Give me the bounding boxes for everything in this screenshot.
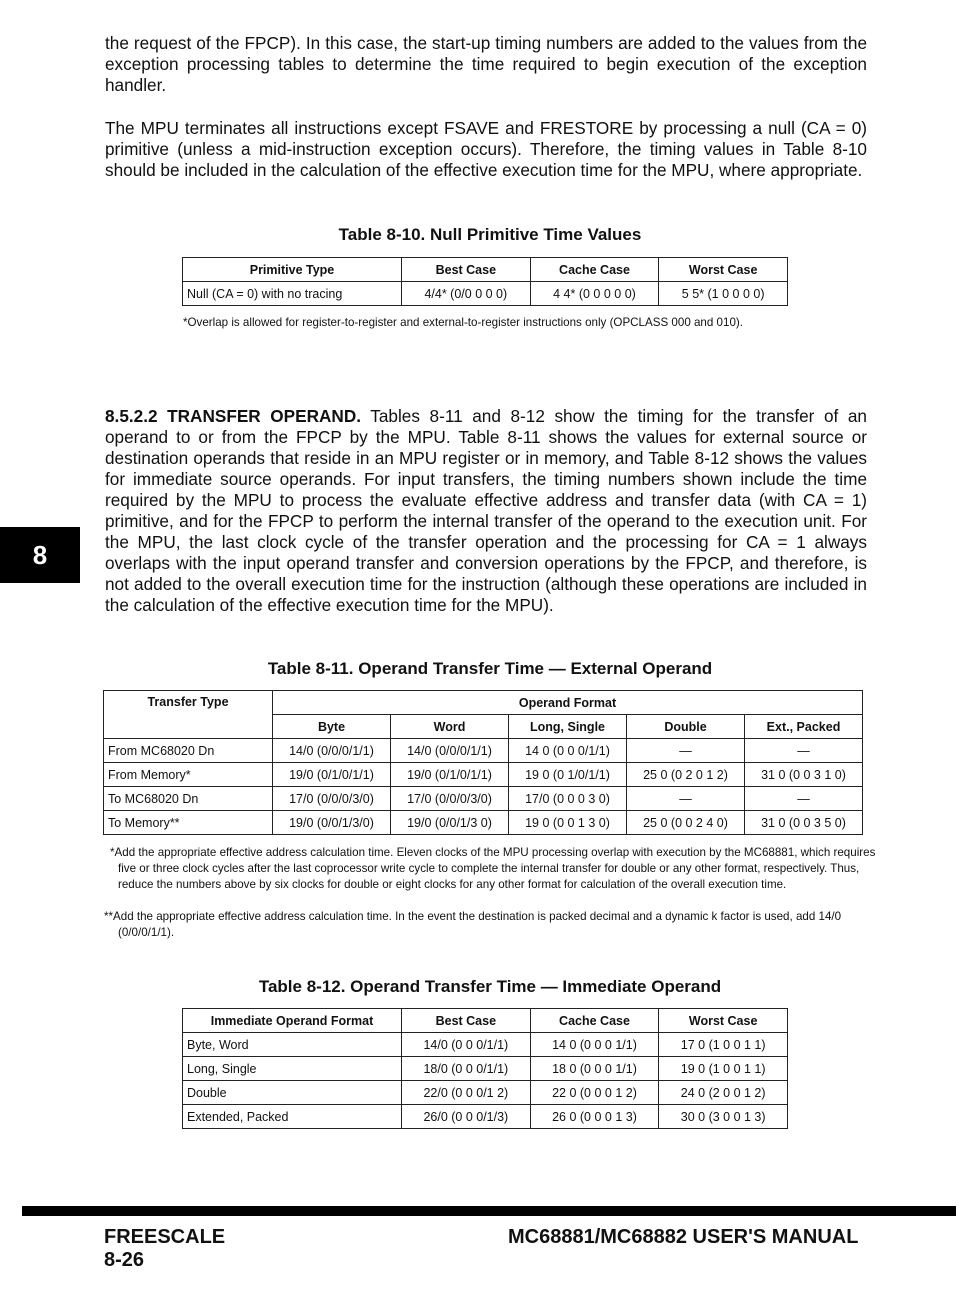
table-cell: 31 0 (0 0 3 1 0) — [745, 763, 863, 787]
table-cell: 4 4* (0 0 0 0 0) — [530, 282, 659, 306]
table-row — [104, 763, 863, 787]
table-cell: To MC68020 Dn — [104, 787, 273, 811]
table-header: Cache Case — [530, 258, 659, 282]
table-row — [183, 1033, 788, 1057]
table-8-11-footnote-1: *Add the appropriate effective address calculation time. Eleven clocks of the MPU processing overlap with execution by the MC68881, which requires five or three clock cycles after the last coprocessor write cycle to complete the internal transfer for double or any other format, respectively. Thus, reduce the numbers above by six clocks for double or eight clocks for any other format for calculation of the overall execution time. — [110, 846, 876, 891]
table-cell: — — [745, 787, 863, 811]
table-cell: 30 0 (3 0 0 1 3) — [659, 1105, 788, 1129]
table-8-11-footnote-2: **Add the appropriate effective address calculation time. In the event the destination is packed decimal and a dynamic k factor is used, add 14/0 (0/0/0/1/1). — [104, 910, 842, 939]
table-cell: Null (CA = 0) with no tracing — [183, 282, 402, 306]
table-header: Primitive Type — [183, 258, 402, 282]
table-cell: 4/4* (0/0 0 0 0) — [402, 282, 531, 306]
table-header: Worst Case — [659, 1009, 788, 1033]
table-cell: Double — [183, 1081, 402, 1105]
table-cell: 17/0 (0/0/0/3/0) — [273, 787, 391, 811]
table-cell: 31 0 (0 0 3 5 0) — [745, 811, 863, 835]
intro-paragraph-2: The MPU terminates all instructions except FSAVE and FRESTORE by processing a null (CA = 0) primitive (unless a mid-instruction exception occurs). Therefore, the timing values in Table 8-10 should be included in the calculation of the effective execution time for the MPU, where appropriate. — [105, 118, 867, 180]
footer-rule — [22, 1206, 956, 1216]
table-cell: 17/0 (0/0/0/3/0) — [391, 787, 509, 811]
table-row — [183, 1081, 788, 1105]
table-8-11 — [103, 690, 863, 835]
table-cell: 24 0 (2 0 0 1 2) — [659, 1081, 788, 1105]
table-cell: 14/0 (0 0 0/1/1) — [402, 1033, 531, 1057]
footer-brand: FREESCALE — [104, 1226, 226, 1248]
table-cell: Long, Single — [183, 1057, 402, 1081]
table-header: Ext., Packed — [745, 715, 863, 739]
table-8-12-caption: Table 8-12. Operand Transfer Time — Immediate Operand — [258, 977, 722, 996]
table-8-10-caption: Table 8-10. Null Primitive Time Values — [338, 225, 642, 244]
footer-manual-title: MC68881/MC68882 USER'S MANUAL — [508, 1226, 859, 1248]
table-cell: 5 5* (1 0 0 0 0) — [659, 282, 788, 306]
table-header: Transfer Type — [104, 691, 273, 739]
table-cell: To Memory** — [104, 811, 273, 835]
table-header-row — [183, 258, 788, 282]
table-8-10 — [182, 257, 788, 306]
table-cell: 26/0 (0 0 0/1/3) — [402, 1105, 531, 1129]
table-header: Best Case — [402, 1009, 531, 1033]
table-header: Double — [627, 715, 745, 739]
table-header: Byte — [273, 715, 391, 739]
table-header: Word — [391, 715, 509, 739]
table-cell: 14/0 (0/0/0/1/1) — [391, 739, 509, 763]
table-cell: 19/0 (0/1/0/1/1) — [273, 763, 391, 787]
table-header-row — [183, 1009, 788, 1033]
table-cell: 22 0 (0 0 0 1 2) — [530, 1081, 659, 1105]
table-cell: 19 0 (0 0 1 3 0) — [509, 811, 627, 835]
table-cell: 17 0 (1 0 0 1 1) — [659, 1033, 788, 1057]
table-8-10-footnote: *Overlap is allowed for register-to-register and external-to-register instructions only (OPCLASS 000 and 010). — [183, 316, 743, 329]
section-8-5-2-2 — [105, 406, 867, 616]
table-8-12 — [182, 1008, 788, 1129]
table-cell: 19/0 (0/1/0/1/1) — [391, 763, 509, 787]
footer-page-number: 8-26 — [104, 1249, 145, 1271]
section-heading: 8.5.2.2 TRANSFER OPERAND. — [105, 406, 362, 426]
table-cell: 14 0 (0 0 0 1/1) — [530, 1033, 659, 1057]
table-cell: 18/0 (0 0 0/1/1) — [402, 1057, 531, 1081]
table-cell: 25 0 (0 0 2 4 0) — [627, 811, 745, 835]
table-cell: 22/0 (0 0 0/1 2) — [402, 1081, 531, 1105]
section-body: Tables 8-11 and 8-12 show the timing for the transfer of an operand to or from the FPCP by the MPU. Table 8-11 shows the values for external source or destination operands that reside in an MPU register or in memory, and Table 8-12 shows the values for immediate source operands. For input transfers, the timing numbers shown include the time required by the MPU to process the evaluate effective address and transfer data (with CA = 1) primitive, and for the FPCP to perform the internal transfer of the operand to the execution unit. For the MPU, the last clock cycle of the transfer operation and the processing for CA = 1 always overlaps with the input operand transfer and conversion operations by the FPCP, and therefore, is not added to the overall execution time for the instruction (although these operations are included in the calculation of the effective execution time for the MPU). — [105, 406, 867, 615]
table-cell: From Memory* — [104, 763, 273, 787]
chapter-tab: 8 — [0, 527, 80, 583]
table-cell: Extended, Packed — [183, 1105, 402, 1129]
table-header: Worst Case — [659, 258, 788, 282]
table-row — [183, 1057, 788, 1081]
table-row — [104, 811, 863, 835]
table-cell: 17/0 (0 0 0 3 0) — [509, 787, 627, 811]
table-cell: 19 0 (0 1/0/1/1) — [509, 763, 627, 787]
table-cell: — — [745, 739, 863, 763]
table-cell: 19/0 (0/0/1/3 0) — [391, 811, 509, 835]
table-cell: From MC68020 Dn — [104, 739, 273, 763]
table-row — [104, 787, 863, 811]
table-cell: Byte, Word — [183, 1033, 402, 1057]
table-cell: 18 0 (0 0 0 1/1) — [530, 1057, 659, 1081]
table-header-row — [104, 691, 863, 715]
table-header: Operand Format — [273, 691, 863, 715]
table-cell: — — [627, 787, 745, 811]
table-header: Immediate Operand Format — [183, 1009, 402, 1033]
table-cell: 25 0 (0 2 0 1 2) — [627, 763, 745, 787]
table-cell: 14/0 (0/0/0/1/1) — [273, 739, 391, 763]
table-cell: 14 0 (0 0 0/1/1) — [509, 739, 627, 763]
table-row — [104, 739, 863, 763]
table-cell: 19/0 (0/0/1/3/0) — [273, 811, 391, 835]
table-row — [183, 1105, 788, 1129]
table-header: Cache Case — [530, 1009, 659, 1033]
table-8-11-caption: Table 8-11. Operand Transfer Time — External Operand — [267, 659, 713, 678]
table-cell: — — [627, 739, 745, 763]
table-row — [183, 282, 788, 306]
table-cell: 26 0 (0 0 0 1 3) — [530, 1105, 659, 1129]
intro-paragraph-1: the request of the FPCP). In this case, the start-up timing numbers are added to the values from the exception processing tables to determine the time required to begin execution of the exception handler. — [105, 33, 867, 95]
table-header: Long, Single — [509, 715, 627, 739]
table-cell: 19 0 (1 0 0 1 1) — [659, 1057, 788, 1081]
table-header: Best Case — [402, 258, 531, 282]
